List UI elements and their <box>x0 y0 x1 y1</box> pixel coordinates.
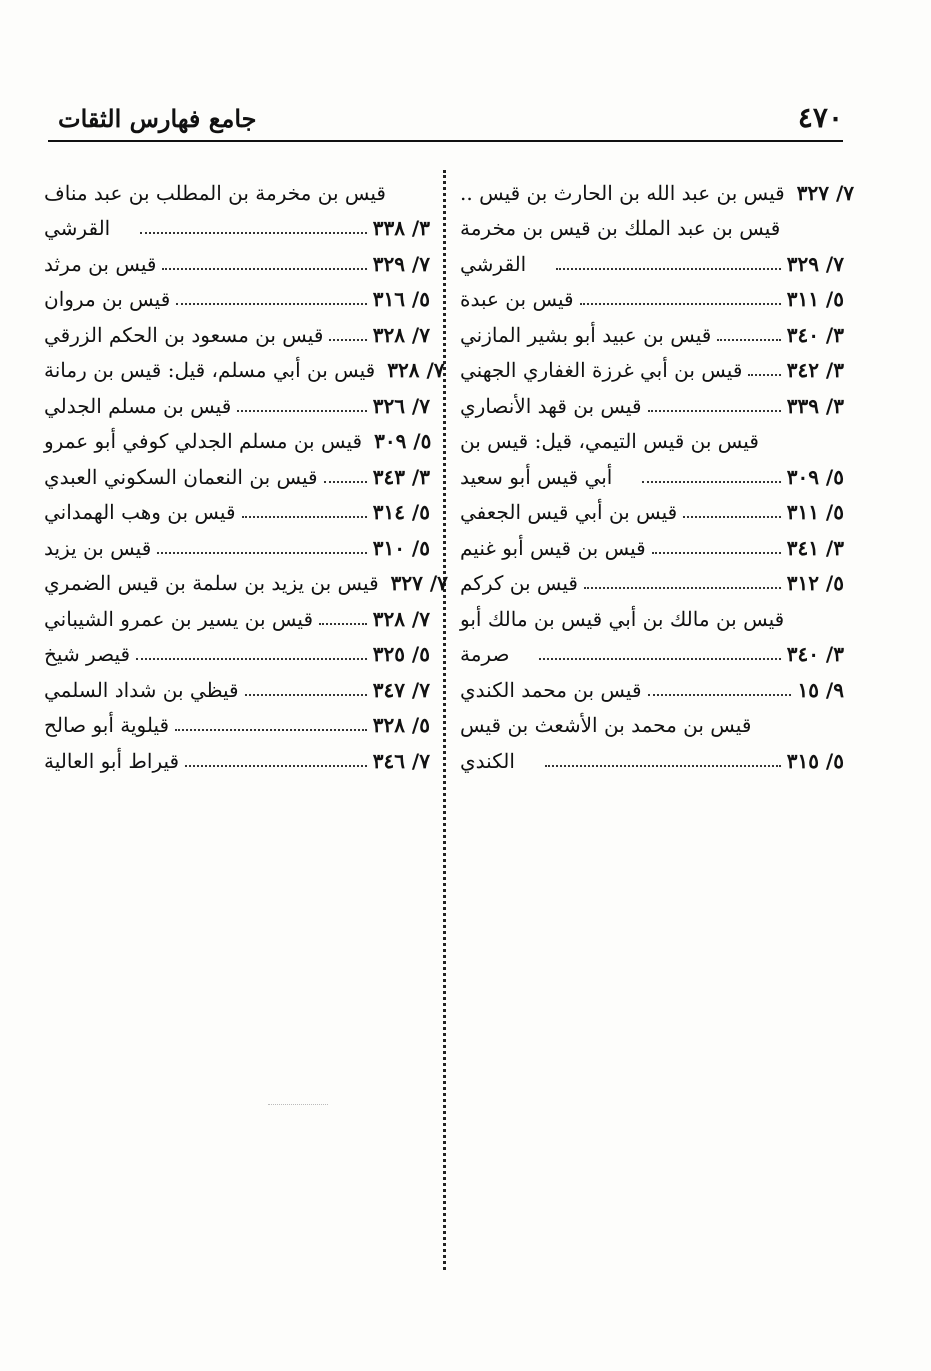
page-header <box>48 100 843 142</box>
entry-name: قيلوية أبو صالح <box>44 713 170 738</box>
dot-leader <box>140 232 367 234</box>
index-entry <box>44 353 445 389</box>
volume-page-reference: ٧/ ٣٢٨ <box>372 606 430 631</box>
page-number: ٤٧٠ <box>797 101 843 134</box>
dot-leader <box>556 268 781 270</box>
entry-name: قيس بن مسعود بن الحكم الزرقي <box>44 322 324 347</box>
entry-name: قيس بن النعمان السكوني العبدي <box>44 464 318 489</box>
volume-page-reference: ٥/ ٣٠٩ <box>374 429 432 454</box>
index-entry <box>460 459 844 495</box>
dot-leader <box>324 481 367 483</box>
volume-page-reference: ٥/ ٣١٢ <box>786 571 844 596</box>
volume-page-reference: ٣/ ٣٤٢ <box>786 358 844 383</box>
volume-page-reference: ٥/ ٣٠٩ <box>786 464 844 489</box>
index-entry <box>460 353 844 389</box>
index-entry <box>44 246 430 282</box>
index-entry <box>44 708 430 744</box>
entry-name: قيس بن وهب الهمداني <box>44 500 236 525</box>
volume-page-reference: ٥/ ٣١١ <box>786 287 844 312</box>
entry-name: قيس بن عبيد أبو بشير المازني <box>460 322 712 347</box>
volume-page-reference: ٥/ ٣١٠ <box>372 535 430 560</box>
entry-name: قيس بن عبد الملك بن قيس بن مخرمة <box>460 216 781 241</box>
volume-page-reference: ٣/ ٣٤١ <box>786 535 844 560</box>
volume-page-reference: ٧/ ٣٢٩ <box>786 251 844 276</box>
index-entry <box>460 672 844 708</box>
entry-name: قيس بن أبي مسلم، قيل: قيس بن رمانة <box>44 358 376 383</box>
volume-page-reference: ٥/ ٣١٤ <box>372 500 430 525</box>
index-entry <box>460 601 844 637</box>
dot-leader <box>157 552 366 554</box>
volume-page-reference: ٥/ ٣٢٨ <box>372 713 430 738</box>
dot-leader <box>245 694 367 696</box>
dot-leader <box>175 729 367 731</box>
index-entry <box>44 459 430 495</box>
entry-name: قيس بن يزيد <box>44 535 152 560</box>
volume-page-reference: ٧/ ٣٢٨ <box>387 358 445 383</box>
entry-name: قيس بن قيس أبو غنيم <box>460 535 646 560</box>
volume-page-reference: ٥/ ٣١٦ <box>372 287 430 312</box>
dot-leader <box>683 516 781 518</box>
volume-page-reference: ٧/ ٣٤٦ <box>372 748 430 773</box>
index-entry <box>460 211 844 247</box>
dot-leader <box>642 481 780 483</box>
index-entry <box>460 530 844 566</box>
index-entry <box>460 424 844 460</box>
index-entry <box>460 743 844 779</box>
print-smudge <box>268 1100 328 1105</box>
volume-page-reference: ٣/ ٣٤٠ <box>786 322 844 347</box>
index-entry <box>460 175 855 211</box>
volume-page-reference: ٧/ ٣٢٨ <box>372 322 430 347</box>
volume-page-reference: ٣/ ٣٤٣ <box>372 464 430 489</box>
entry-name: قيس بن مرثد <box>44 251 157 276</box>
entry-name: القرشي <box>460 251 527 276</box>
index-entry <box>44 637 430 673</box>
entry-name: قيس بن عبدة <box>460 287 574 312</box>
dot-leader <box>545 765 781 767</box>
index-entry <box>460 495 844 531</box>
entry-name: قيس بن أبي غرزة الغفاري الجهني <box>460 358 743 383</box>
entry-name: قيس بن كركم <box>460 571 578 596</box>
index-entry <box>44 211 430 247</box>
entry-name: قيظي بن شداد السلمي <box>44 677 239 702</box>
column-divider <box>443 170 446 1270</box>
volume-page-reference: ٣/ ٣٤٠ <box>786 642 844 667</box>
entry-name: أبي قيس أبو سعيد <box>460 464 613 489</box>
index-entry <box>44 672 430 708</box>
dot-leader <box>648 694 792 696</box>
index-entry <box>44 424 430 460</box>
volume-page-reference: ٥/ ٣١١ <box>786 500 844 525</box>
dot-leader <box>329 339 366 341</box>
index-entry <box>44 566 448 602</box>
dot-leader <box>717 339 780 341</box>
index-entry <box>44 601 430 637</box>
dot-leader <box>539 658 780 660</box>
volume-page-reference: ٧/ ٣٢٩ <box>372 251 430 276</box>
entry-name: قيس بن يزيد بن سلمة بن قيس الضمري <box>44 571 379 596</box>
index-entry <box>460 637 844 673</box>
entry-name: قيس بن قيس التيمي، قيل: قيس بن <box>460 429 759 454</box>
entry-name: قيس بن مروان <box>44 287 171 312</box>
entry-name: قيصر شيخ <box>44 642 131 667</box>
volume-page-reference: ٧/ ٣٤٧ <box>372 677 430 702</box>
index-entry <box>460 246 844 282</box>
dot-leader <box>648 410 781 412</box>
entry-name: قيس بن مخرمة بن المطلب بن عبد مناف <box>44 180 386 205</box>
volume-page-reference: ٥/ ٣١٥ <box>786 748 844 773</box>
volume-page-reference: ٩/ ١٥ <box>797 677 844 702</box>
entry-name: قيس بن يسير بن عمرو الشيباني <box>44 606 314 631</box>
entry-name: قيس بن مسلم الجدلي <box>44 393 232 418</box>
volume-page-reference: ٥/ ٣٢٥ <box>372 642 430 667</box>
dot-leader <box>237 410 366 412</box>
entry-name: قيس بن محمد الكندي <box>460 677 642 702</box>
volume-page-reference: ٧/ ٣٢٦ <box>372 393 430 418</box>
dot-leader <box>176 303 366 305</box>
dot-leader <box>652 552 781 554</box>
index-column-right <box>460 175 855 779</box>
dot-leader <box>584 587 781 589</box>
index-entry <box>44 495 430 531</box>
index-entry <box>460 282 844 318</box>
entry-name: قيراط أبو العالية <box>44 748 180 773</box>
entry-name: الكندي <box>460 748 515 773</box>
volume-page-reference: ٧/ ٣٢٧ <box>796 180 855 205</box>
index-entry <box>44 175 430 211</box>
index-entry <box>460 388 844 424</box>
index-entry <box>460 708 844 744</box>
running-title: جامع فهارس الثقات <box>58 104 257 133</box>
entry-name: صرمة <box>460 642 510 667</box>
index-entry <box>44 530 430 566</box>
entry-name: القرشي <box>44 216 111 241</box>
dot-leader <box>242 516 367 518</box>
entry-name: قيس بن أبي قيس الجعفي <box>460 500 678 525</box>
entry-name: قيس بن مالك بن أبي قيس بن مالك أبو <box>460 606 785 631</box>
index-entry <box>44 282 430 318</box>
dot-leader <box>136 658 367 660</box>
index-entry <box>460 566 844 602</box>
dot-leader <box>580 303 781 305</box>
dot-leader <box>319 623 367 625</box>
dot-leader <box>185 765 367 767</box>
dot-leader <box>162 268 366 270</box>
index-entry <box>44 388 430 424</box>
volume-page-reference: ٣/ ٣٣٩ <box>786 393 844 418</box>
volume-page-reference: ٧/ ٣٢٧ <box>390 571 448 596</box>
index-entry <box>460 317 844 353</box>
index-column-left <box>44 175 448 779</box>
dot-leader <box>748 374 780 376</box>
volume-page-reference: ٣/ ٣٣٨ <box>372 216 430 241</box>
index-entry <box>44 317 430 353</box>
entry-name: قيس بن عبد الله بن الحارث بن قيس .. <box>460 180 785 205</box>
entry-name: قيس بن مسلم الجدلي كوفي أبو عمرو <box>44 429 363 454</box>
index-entry <box>44 743 430 779</box>
entry-name: قيس بن قهد الأنصاري <box>460 393 642 418</box>
entry-name: قيس بن محمد بن الأشعث بن قيس <box>460 713 752 738</box>
